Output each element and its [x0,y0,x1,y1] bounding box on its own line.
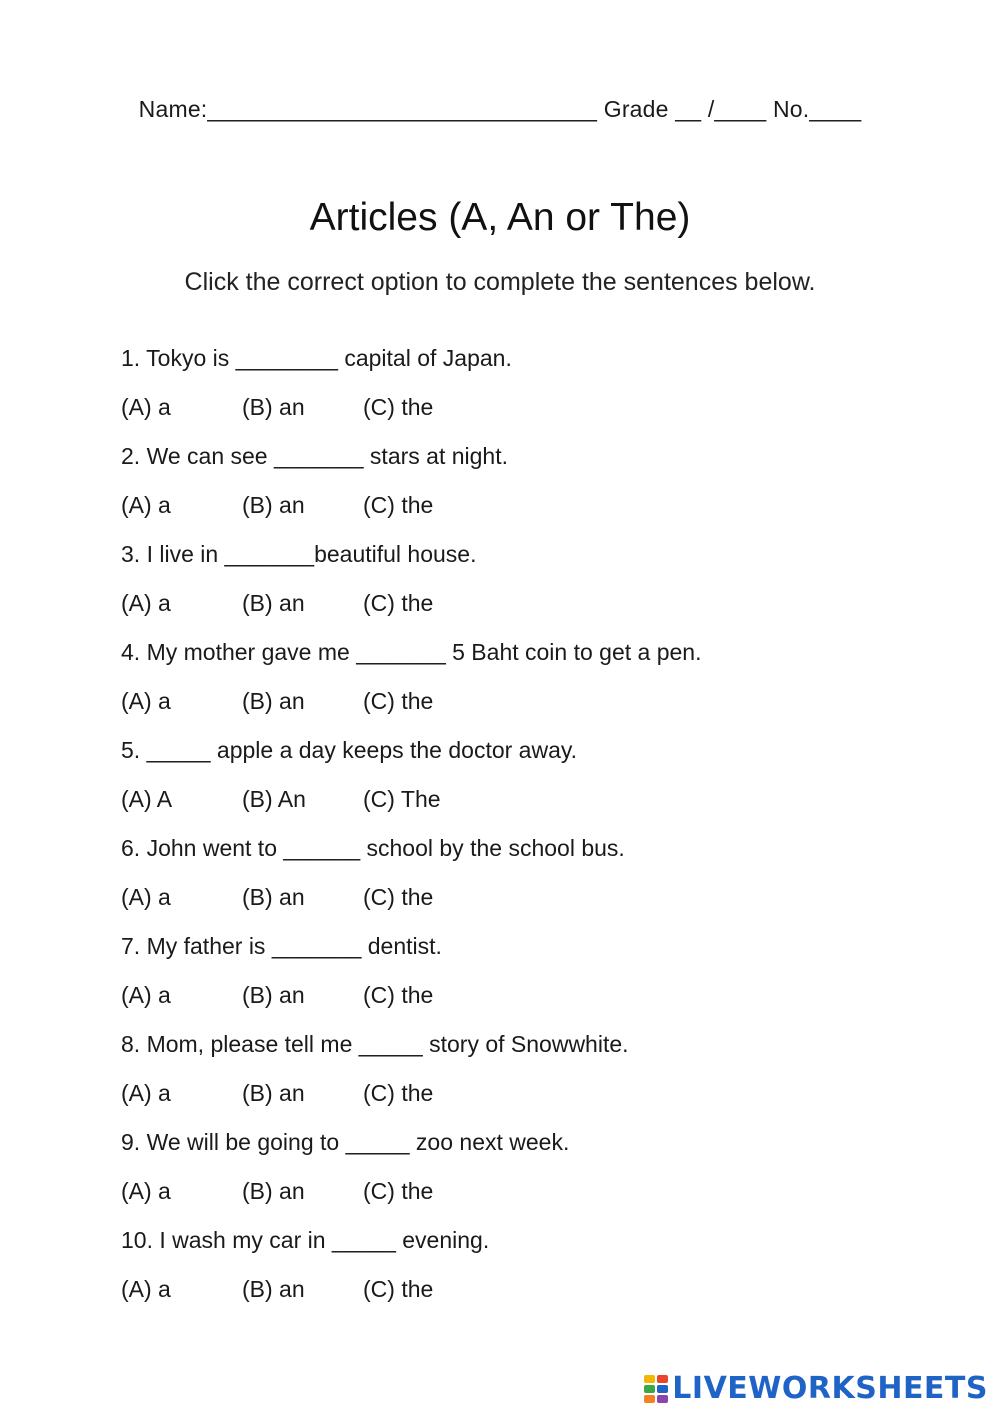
logo-tile [644,1375,655,1383]
question-text: 1. Tokyo is ________ capital of Japan. [121,345,512,371]
question-list [121,340,941,1320]
question-4 [121,634,941,732]
question-5 [121,732,941,830]
logo-tile [657,1375,668,1383]
instruction-text: Click the correct option to complete the sentences below. [184,268,816,296]
answer-options [121,879,941,928]
question-6 [121,830,941,928]
answer-options [121,1271,941,1320]
option-c[interactable]: (C) the [363,1080,434,1106]
question-text: 5. _____ apple a day keeps the doctor away. [121,737,578,763]
question-text: 2. We can see _______ stars at night. [121,443,508,469]
answer-options [121,585,941,634]
option-b[interactable]: (B) an [242,884,305,910]
option-a[interactable]: (A) a [121,492,171,518]
question-text: 4. My mother gave me _______ 5 Baht coin to get a pen. [121,639,702,665]
option-c[interactable]: (C) The [363,786,441,812]
question-text: 3. I live in _______beautiful house. [121,541,477,567]
student-info-line: Name:______________________________ Grade __ /____ No.____ [138,96,862,122]
answer-options [121,389,941,438]
option-c[interactable]: (C) the [363,1178,434,1204]
question-3 [121,536,941,634]
option-b[interactable]: (B) an [242,1276,305,1302]
logo-tile [644,1385,655,1393]
option-b[interactable]: (B) an [242,590,305,616]
option-b[interactable]: (B) an [242,688,305,714]
question-text: 6. John went to ______ school by the school bus. [121,835,625,861]
question-text: 10. I wash my car in _____ evening. [121,1227,490,1253]
answer-options [121,1173,941,1222]
logo-tile [644,1395,655,1403]
option-c[interactable]: (C) the [363,394,434,420]
option-b[interactable]: (B) An [242,786,306,812]
option-a[interactable]: (A) a [121,590,171,616]
liveworksheets-branding [644,1371,988,1406]
question-text: 7. My father is _______ dentist. [121,933,442,959]
brand-name: LIVEWORKSHEETS [672,1371,988,1406]
option-b[interactable]: (B) an [242,394,305,420]
liveworksheets-logo-icon [644,1375,668,1403]
option-b[interactable]: (B) an [242,1080,305,1106]
answer-options [121,781,941,830]
question-8 [121,1026,941,1124]
answer-options [121,487,941,536]
option-b[interactable]: (B) an [242,1178,305,1204]
answer-options [121,683,941,732]
option-a[interactable]: (A) a [121,1276,171,1302]
question-7 [121,928,941,1026]
logo-tile [657,1385,668,1393]
page-title: Articles (A, An or The) [309,196,691,239]
option-a[interactable]: (A) a [121,1178,171,1204]
option-c[interactable]: (C) the [363,492,434,518]
option-c[interactable]: (C) the [363,982,434,1008]
question-2 [121,438,941,536]
option-c[interactable]: (C) the [363,688,434,714]
answer-options [121,977,941,1026]
question-10 [121,1222,941,1320]
option-a[interactable]: (A) a [121,982,171,1008]
option-a[interactable]: (A) a [121,394,171,420]
answer-options [121,1075,941,1124]
question-1 [121,340,941,438]
option-b[interactable]: (B) an [242,982,305,1008]
option-b[interactable]: (B) an [242,492,305,518]
logo-tile [657,1395,668,1403]
question-9 [121,1124,941,1222]
question-text: 9. We will be going to _____ zoo next week. [121,1129,570,1155]
option-a[interactable]: (A) a [121,884,171,910]
option-c[interactable]: (C) the [363,1276,434,1302]
option-a[interactable]: (A) a [121,1080,171,1106]
option-c[interactable]: (C) the [363,590,434,616]
option-a[interactable]: (A) A [121,786,173,812]
option-c[interactable]: (C) the [363,884,434,910]
question-text: 8. Mom, please tell me _____ story of Snowwhite. [121,1031,629,1057]
option-a[interactable]: (A) a [121,688,171,714]
